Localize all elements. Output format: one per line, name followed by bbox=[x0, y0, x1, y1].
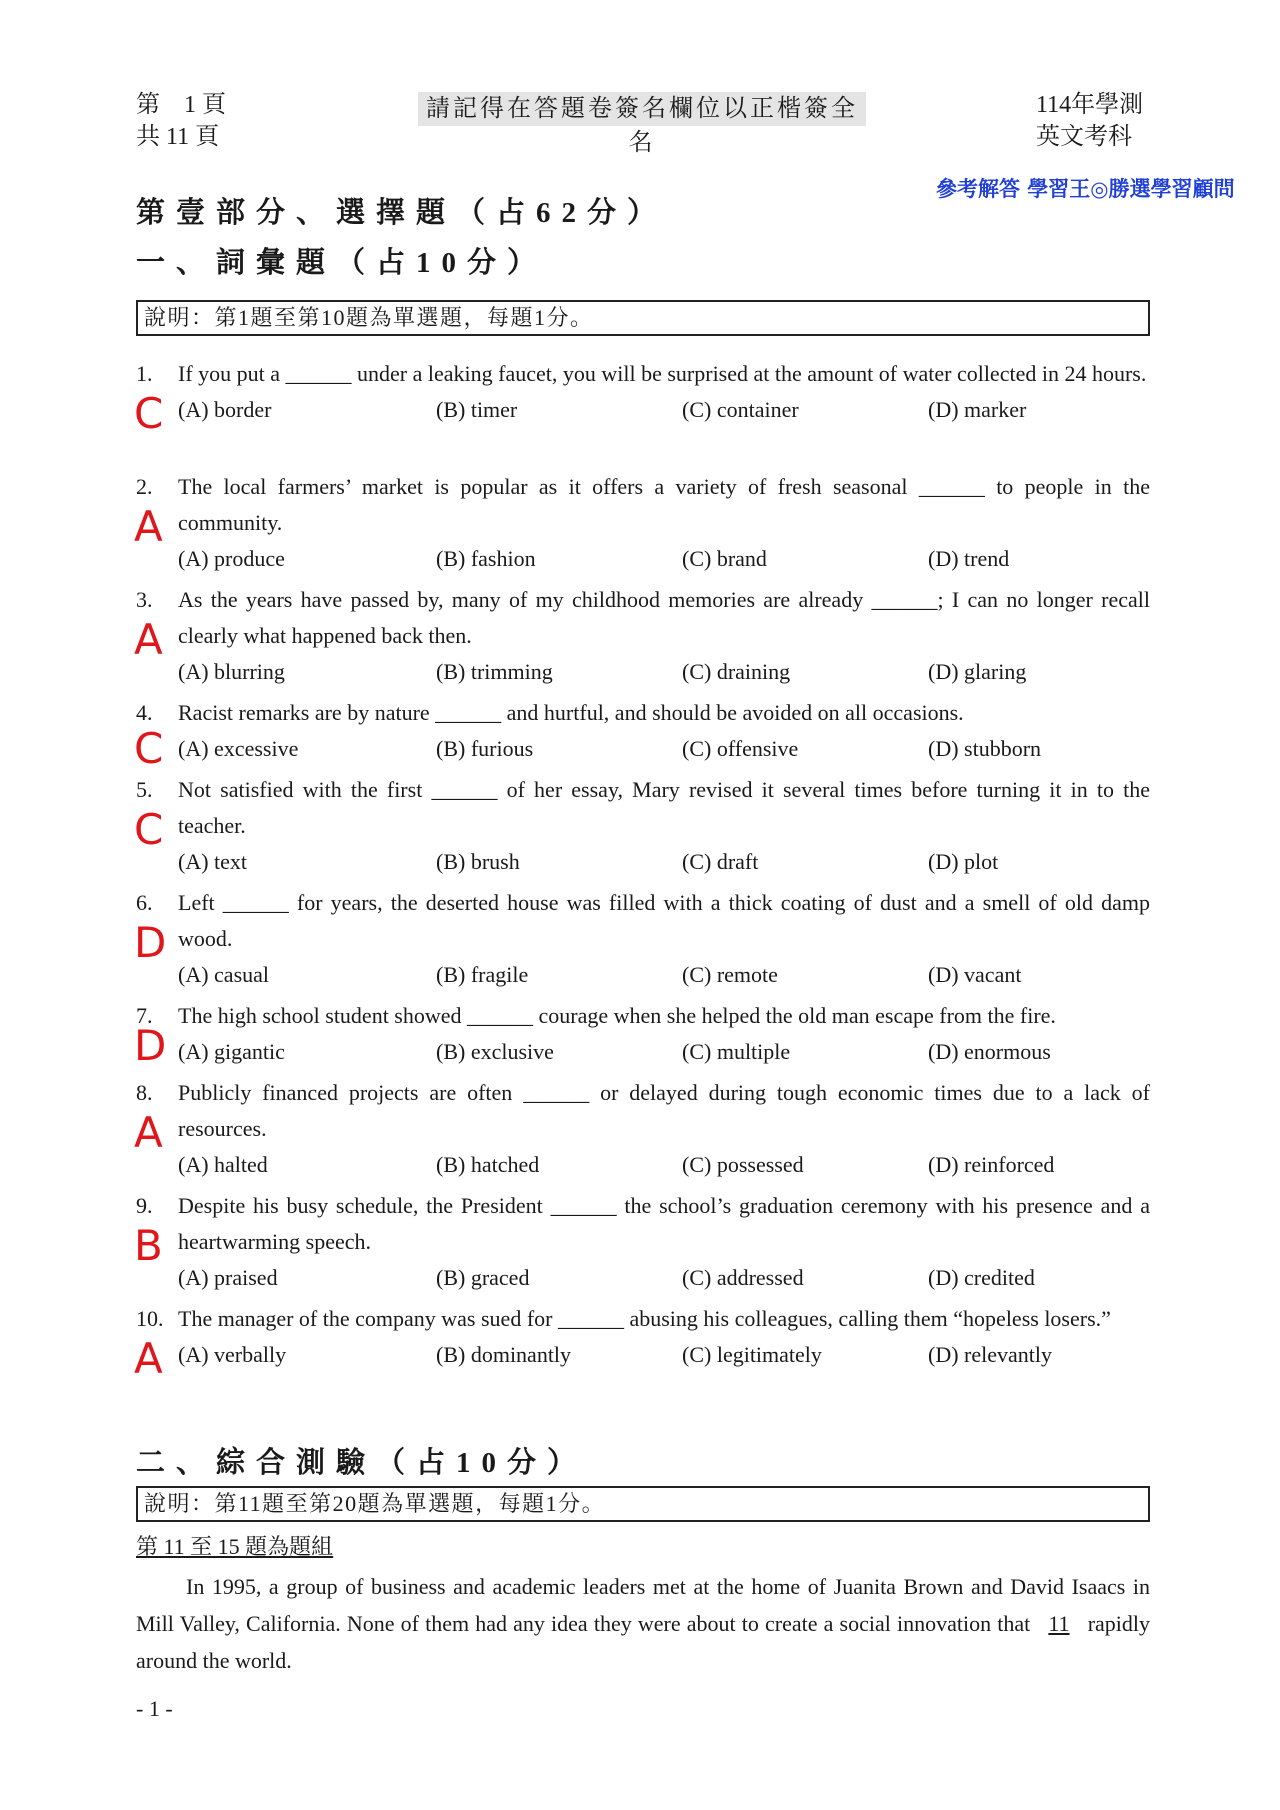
question-stem: The high school student showed ______ courage when she helped the old man escape from the fire. bbox=[178, 1003, 1056, 1028]
answer-mark: A bbox=[134, 1108, 163, 1157]
option-c: (C) draining bbox=[682, 659, 791, 684]
answer-credit: 參考解答 學習王◎勝選學習顧問 bbox=[936, 177, 1235, 201]
exam-name: 114年學測 bbox=[1036, 92, 1144, 118]
answer-mark: C bbox=[134, 389, 164, 438]
question-number: 8. bbox=[136, 1080, 153, 1105]
answer-mark: A bbox=[134, 1334, 163, 1383]
option-c: (C) draft bbox=[682, 849, 759, 874]
subject-name: 英文考科 bbox=[1036, 124, 1132, 150]
question-stem: The manager of the company was sued for ______ abusing his colleagues, calling them “hopeless losers.” bbox=[178, 1306, 1111, 1331]
option-a: (A) verbally bbox=[178, 1342, 287, 1367]
question-number: 7. bbox=[136, 1003, 153, 1028]
answer-mark: C bbox=[134, 724, 164, 773]
question-stem: The local farmers’ market is popular as it offers a variety of fresh seasonal ______ to people in the community. bbox=[178, 474, 1150, 535]
question-number: 9. bbox=[136, 1193, 153, 1218]
answer-mark: D bbox=[134, 918, 167, 967]
option-a: (A) excessive bbox=[178, 736, 299, 761]
question-number: 10. bbox=[136, 1306, 164, 1331]
question-stem: As the years have passed by, many of my childhood memories are already ______; I can no longer recall clearly what happened back then. bbox=[178, 587, 1150, 648]
option-d: (D) marker bbox=[928, 397, 1027, 422]
question-stem: Left ______ for years, the deserted house was filled with a thick coating of dust and a smell of old damp wood. bbox=[178, 890, 1150, 951]
question-6 bbox=[136, 885, 1150, 993]
section2-title: 二、綜合測驗（占10分） bbox=[136, 1447, 588, 1479]
question-stem: Racist remarks are by nature ______ and hurtful, and should be avoided on all occasions. bbox=[178, 700, 964, 725]
option-a: (A) gigantic bbox=[178, 1039, 285, 1064]
answer-mark: B bbox=[134, 1221, 163, 1270]
section1-instruction: 說明：第1題至第10題為單選題，每題1分。 bbox=[136, 300, 1150, 336]
answer-mark: A bbox=[134, 502, 163, 551]
option-c: (C) multiple bbox=[682, 1039, 791, 1064]
option-b: (B) brush bbox=[436, 849, 520, 874]
question-number: 5. bbox=[136, 777, 153, 802]
question-4 bbox=[136, 695, 1150, 767]
question-number: 1. bbox=[136, 361, 153, 386]
option-d: (D) enormous bbox=[928, 1039, 1051, 1064]
option-b: (B) exclusive bbox=[436, 1039, 554, 1064]
passage-text: rapidly around the world. bbox=[136, 1611, 1151, 1673]
option-c: (C) container bbox=[682, 397, 799, 422]
option-a: (A) text bbox=[178, 849, 248, 874]
option-d: (D) credited bbox=[928, 1265, 1035, 1290]
option-a: (A) blurring bbox=[178, 659, 285, 684]
question-number: 2. bbox=[136, 474, 153, 499]
section2-instruction: 說明：第11題至第20題為單選題，每題1分。 bbox=[136, 1486, 1150, 1522]
signature-notice: 請記得在答題卷簽名欄位以正楷簽全名 bbox=[418, 92, 866, 126]
option-a: (A) border bbox=[178, 397, 272, 422]
question-stem: If you put a ______ under a leaking faucet, you will be surprised at the amount of water collected in 24 hours. bbox=[178, 361, 1147, 386]
question-10 bbox=[136, 1301, 1150, 1373]
question-5 bbox=[136, 772, 1150, 880]
option-b: (B) fragile bbox=[436, 962, 529, 987]
question-number: 6. bbox=[136, 890, 153, 915]
option-b: (B) dominantly bbox=[436, 1342, 572, 1367]
option-d: (D) trend bbox=[928, 546, 1010, 571]
blank-11: 11 bbox=[1048, 1611, 1070, 1636]
option-d: (D) stubborn bbox=[928, 736, 1042, 761]
cloze-passage bbox=[136, 1568, 1150, 1679]
passage-text: In 1995, a group of business and academic leaders met at the home of Juanita Brown and David Isaacs in Mill Valley, California. None of them had any idea they were about to create a social innovation that bbox=[136, 1574, 1150, 1636]
question-stem: Publicly financed projects are often ______ or delayed during tough economic times due to a lack of resources. bbox=[178, 1080, 1150, 1141]
total-pages-label: 共 11 頁 bbox=[136, 124, 220, 150]
option-c: (C) legitimately bbox=[682, 1342, 822, 1367]
option-a: (A) casual bbox=[178, 962, 270, 987]
question-group-label: 第 11 至 15 題為題組 bbox=[136, 1534, 334, 1559]
option-c: (C) offensive bbox=[682, 736, 799, 761]
question-3 bbox=[136, 582, 1150, 690]
section1-title: 一、詞彙題（占10分） bbox=[136, 247, 548, 279]
question-7 bbox=[136, 998, 1150, 1070]
option-c: (C) brand bbox=[682, 546, 767, 571]
option-d: (D) reinforced bbox=[928, 1152, 1055, 1177]
option-d: (D) vacant bbox=[928, 962, 1022, 987]
page-number-label: 第 1 頁 bbox=[136, 92, 226, 118]
option-b: (B) furious bbox=[436, 736, 534, 761]
option-b: (B) graced bbox=[436, 1265, 530, 1290]
question-stem: Despite his busy schedule, the President ______ the school’s graduation ceremony with his presence and a heartwarming speech. bbox=[178, 1193, 1150, 1254]
option-d: (D) glaring bbox=[928, 659, 1027, 684]
question-1 bbox=[136, 356, 1150, 428]
option-b: (B) timer bbox=[436, 397, 518, 422]
question-stem: Not satisfied with the first ______ of her essay, Mary revised it several times before turning it in to the teacher. bbox=[178, 777, 1150, 838]
answer-mark: D bbox=[134, 1021, 167, 1070]
option-c: (C) addressed bbox=[682, 1265, 804, 1290]
part1-title: 第壹部分、選擇題（占62分） bbox=[136, 197, 668, 229]
option-d: (D) relevantly bbox=[928, 1342, 1052, 1367]
option-b: (B) fashion bbox=[436, 546, 536, 571]
question-2 bbox=[136, 469, 1150, 577]
question-9 bbox=[136, 1188, 1150, 1296]
option-a: (A) praised bbox=[178, 1265, 278, 1290]
question-number: 4. bbox=[136, 700, 153, 725]
answer-mark: A bbox=[134, 615, 163, 664]
option-c: (C) possessed bbox=[682, 1152, 804, 1177]
option-d: (D) plot bbox=[928, 849, 999, 874]
option-c: (C) remote bbox=[682, 962, 778, 987]
option-a: (A) produce bbox=[178, 546, 285, 571]
answer-mark: C bbox=[134, 805, 164, 854]
question-8 bbox=[136, 1075, 1150, 1183]
option-b: (B) trimming bbox=[436, 659, 553, 684]
question-number: 3. bbox=[136, 587, 153, 612]
option-a: (A) halted bbox=[178, 1152, 268, 1177]
option-b: (B) hatched bbox=[436, 1152, 540, 1177]
page-footer: - 1 - bbox=[136, 1696, 173, 1721]
